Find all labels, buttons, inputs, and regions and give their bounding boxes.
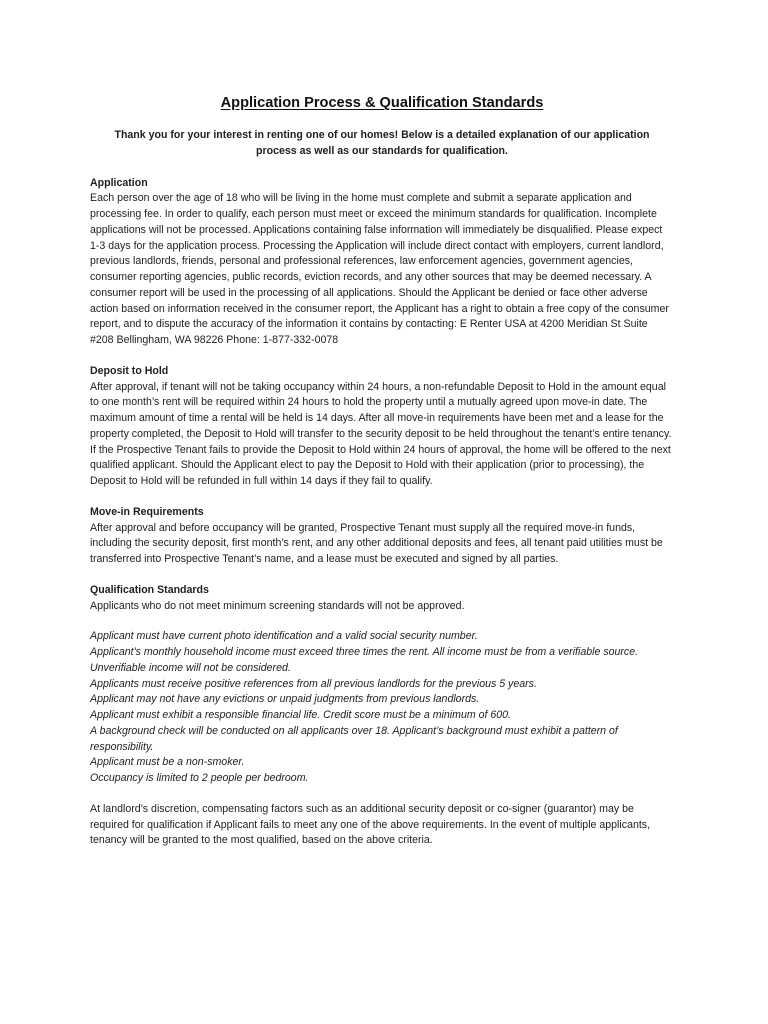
criteria-item: Applicant may not have any evictions or unpaid judgments from previous landlords. — [90, 693, 480, 706]
move-in-section — [90, 505, 674, 568]
criteria-item: Occupancy is limited to 2 people per bedroom. — [90, 772, 309, 784]
deposit-text: After approval, if tenant will not be taking occupancy within 24 hours, a non-refundable Deposit to Hold in the amount equal to one month’s rent will be required within 24 hours to hold the property until a mutually agreed upon move-in date. The maximum amount of time a rental will be held is 14 days. After all move-in requirements have been met and a lease for the property completed, the Deposit to Hold will transfer to the security deposit to be held throughout the tenant’s entire tenancy. If the Prospective Tenant fails to provide the Deposit to Hold within 24 hours of approval, the home will be offered to the next qualified applicant. Should the Applicant elect to pay the Deposit to Hold with their application (prior to processing), the Deposit to Hold will be refunded in full within 14 days if they fail to qualify. — [90, 380, 672, 487]
move-in-heading: Move-in Requirements — [90, 505, 204, 518]
application-text: Each person over the age of 18 who will be living in the home must complete and submit a separate application and processing fee. In order to qualify, each person must meet or exceed the minimum standards for qualification. Incomplete applications will not be processed. Applications containing false information will immediately be disqualified. Please expect 1-3 days for the application process. Processing the Application will include direct contact with employers, current landlord, previous landlords, friends, personal and professional references, law enforcement agencies, government agencies, consumer reporting agencies, public records, eviction records, and any other sources that may be deemed necessary. A consumer report will be used in the processing of all applications. Should the Applicant be denied or face other adverse action based on information received in the consumer report, the Applicant has a right to obtain a free copy of the consumer report, and to dispute the accuracy of the information it contains by contacting: E Renter USA at 4200 Meridian St Suite #208 Bellingham, WA 98226 Phone: 1-877-332-0078 — [90, 192, 669, 346]
criteria-item: Applicant's monthly household income must exceed three times the rent. All income must be from a verifiable source. Unverifiable income will not be considered. — [90, 646, 639, 674]
criteria-item: Applicant must be a non-smoker. — [90, 756, 245, 769]
qualification-text: Applicants who do not meet minimum screening standards will not be approved. — [90, 599, 465, 612]
deposit-section — [90, 364, 674, 490]
criteria-item: Applicant must have current photo identification and a valid social security number. — [90, 630, 478, 643]
application-section — [90, 176, 674, 349]
qualification-section — [90, 583, 674, 615]
closing-paragraph: At landlord’s discretion, compensating factors such as an additional security deposit or co-signer (guarantor) may be required for qualification if Applicant fails to meet any one of the above requirements. In the event of multiple applicants, tenancy will be granted to the most qualified, based on the above criteria. — [90, 802, 651, 847]
document-title: Application Process & Qualification Standards — [220, 95, 544, 111]
application-heading: Application — [90, 176, 148, 189]
qualification-criteria-list — [90, 629, 674, 787]
deposit-heading: Deposit to Hold — [90, 364, 169, 377]
qualification-heading: Qualification Standards — [90, 583, 209, 596]
intro-paragraph: Thank you for your interest in renting one of our homes! Below is a detailed explanation of our application process as well as our standards for qualification. — [114, 129, 650, 157]
criteria-item: Applicant must exhibit a responsible financial life. Credit score must be a minimum of 600. — [90, 709, 512, 721]
move-in-text: After approval and before occupancy will be granted, Prospective Tenant must supply all the required move-in funds, including the security deposit, first month’s rent, and any other additional deposits and fees, all tenant paid utilities must be transferred into Prospective Tenant’s name, and a lease must be executed and signed by all parties. — [90, 521, 663, 565]
criteria-item: A background check will be conducted on all applicants over 18. Applicant’s background must exhibit a pattern of responsibility. — [90, 724, 618, 753]
criteria-item: Applicants must receive positive references from all previous landlords for the previous 5 years. — [90, 677, 537, 690]
